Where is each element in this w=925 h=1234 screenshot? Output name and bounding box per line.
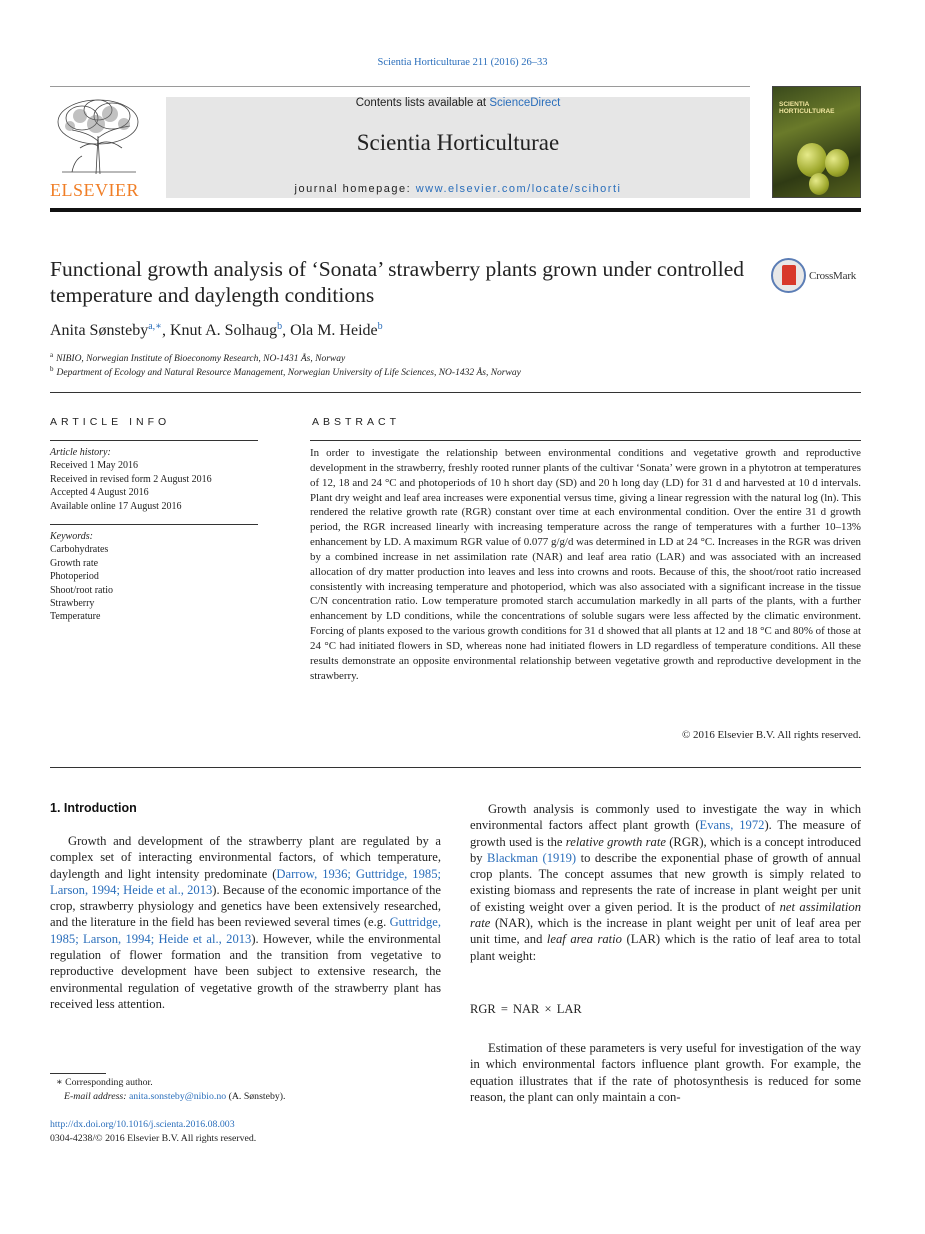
text-run: ). Because of the economic importance of the crop, strawberry physiology and genetics have been extensively researched, and the literature in the field has been reviewed several times (e.g.: [50, 882, 441, 930]
term-italic: net assimilation rate: [470, 899, 861, 931]
contents-line: [166, 97, 750, 109]
author-name[interactable]: Anita Sønsteby: [50, 322, 149, 339]
abstract-rule: [310, 440, 861, 441]
article-info-rule: [50, 440, 258, 441]
email-link[interactable]: anita.sonsteby@nibio.no: [128, 1091, 227, 1102]
article-history: [50, 446, 258, 513]
cover-fruit-3: [809, 173, 829, 195]
affiliation: [50, 351, 345, 364]
affiliation-text: NIBIO, Norwegian Institute of Bioeconomy Research, NO-1431 Ås, Norway: [56, 354, 346, 364]
header-rule: [50, 208, 861, 212]
body-column-right-continued: [470, 1040, 861, 1105]
affiliation-mark: a: [50, 351, 54, 359]
journal-banner: [166, 97, 750, 198]
citation-link[interactable]: Blackman (1919): [487, 850, 577, 865]
text-run: (LAR) which is the ratio of leaf area to total plant weight:: [470, 932, 861, 963]
email-suffix: (A. Sønsteby).: [226, 1091, 286, 1102]
homepage-link[interactable]: www.elsevier.com/locate/scihorti: [415, 183, 622, 195]
elsevier-wordmark: ELSEVIER: [50, 180, 139, 200]
author-name[interactable]: Ola M. Heide: [290, 322, 378, 339]
section-heading: 1. Introduction: [50, 801, 137, 815]
keyword: Strawberry: [50, 598, 95, 610]
citation-link[interactable]: Guttridge, 1985; Larson, 1994; Heide et al., 2013: [50, 915, 441, 946]
abstract-heading: ABSTRACT: [312, 416, 401, 428]
history-item: Received in revised form 2 August 2016: [50, 473, 212, 485]
keyword: Carbohydrates: [50, 544, 109, 556]
journal-homepage: [166, 183, 750, 195]
email-label: E-mail address:: [64, 1091, 129, 1102]
keyword: Shoot/root ratio: [50, 584, 114, 596]
elsevier-logo[interactable]: [50, 86, 150, 198]
history-item: Received 1 May 2016: [50, 460, 139, 472]
paragraph: [50, 833, 441, 1012]
elsevier-tree-icon: [52, 96, 144, 176]
body-column-right: [470, 801, 861, 964]
text-run: (RGR), which is a concept introduced by: [470, 834, 861, 865]
author-separator: ,: [161, 322, 170, 339]
author-name[interactable]: Knut A. Solhaug: [169, 322, 278, 339]
crossmark-badge[interactable]: [771, 258, 863, 294]
article-title: Functional growth analysis of ‘Sonata’ strawberry plants grown under controlled temperature and daylength conditions: [50, 257, 745, 307]
history-item: Available online 17 August 2016: [50, 500, 182, 512]
journal-reference[interactable]: Scientia Horticulturae 211 (2016) 26–33: [377, 57, 548, 68]
journal-header: [50, 86, 861, 198]
text-run: Growth and development of the strawberry plant are regulated by a complex set of interacting environmental factors, of which temperature, daylength and light intensity predominate (: [50, 834, 441, 881]
affiliation-mark: b: [50, 365, 54, 373]
affiliation: [50, 365, 521, 378]
keyword: Growth rate: [50, 557, 99, 569]
keywords-rule: [50, 524, 258, 525]
paragraph: [470, 1040, 861, 1105]
crossmark-icon: [771, 258, 806, 293]
history-item: Accepted 4 August 2016: [50, 487, 149, 499]
cover-fruit-2: [825, 149, 849, 177]
footnote-corresponding: ∗ Corresponding author.: [56, 1077, 153, 1088]
crossmark-label: CrossMark: [809, 270, 857, 282]
doi-link[interactable]: [50, 1119, 235, 1130]
issn-line: 0304-4238/© 2016 Elsevier B.V. All rights reserved.: [50, 1133, 257, 1144]
citation-link[interactable]: Darrow, 1936; Guttridge, 1985; Larson, 1994; Heide et al., 2013: [50, 866, 441, 897]
footnote-email: [64, 1091, 285, 1102]
equation: RGR = NAR × LAR: [470, 1002, 582, 1016]
article-info-heading: ARTICLE INFO: [50, 416, 171, 428]
author-list: [50, 321, 383, 340]
history-label: Article history:: [50, 447, 111, 458]
abstract-text: In order to investigate the relationship between environmental conditions and vegetative growth and reproductive development in the strawberry, freshly rooted runner plants of the cultivar ‘Sonata’ were grown in a phytotron at temperatures of 12, 18 and 24 °C and photoperiods of 10 h short day (SD) and 20 h long day (LD) for 31 d and harvested at 10 d intervals. Plant dry weight and leaf area increases were exponential versus time, giving a linear regression with the natural log (ln). This rendered the relative growth rate (RGR) constant over time at each environmental condition. Over the entire 31 d growth period, the RGR increased linearly with increasing temperature across the range of temperatures with a further 10–13% enhancement by LD. A maximum RGR value of 0.077 g/g/d was determined in LD at 24 °C. Increases in the RGR was driven by a combined increase in net assimilation rate (NAR) and leaf area ratio (LAR) and was associated with an increased allocation of dry matter production into leaves and less into crowns and roots. Because of this, the shoot/root ratio increased consistently with increasing temperature and photoperiod, which was also associated with a significant increase in the tissue C/N concentration ratio. Low temperature promoted starch accumulation markedly in all parts of the plants, with a further enhancement by LD conditions, while the concentrations of soluble sugars were less affected by the climatic environment. Forcing of plants exposed to the various growth conditions for 31 d showed that all plants at 12 and 18 °C and 80% of those at 24 °C had initiated flowers in SD, whereas none had initiated flowers in LD regardless of temperature conditions. All these results demonstrate an opposite environmental relationship between vegetative growth and reproductive development in the strawberry.: [310, 447, 861, 682]
affiliation-text: Department of Ecology and Natural Resource Management, Norwegian University of Life Sciences, NO-1432 Ås, Norway: [56, 368, 521, 378]
contents-prefix: Contents lists available at: [355, 97, 490, 109]
author-affiliation-mark[interactable]: a,∗: [148, 321, 162, 332]
text-run: Growth analysis is commonly used to investigate the way in which environmental factors affect plant growth (: [470, 802, 861, 833]
paragraph: [470, 801, 861, 964]
citation-link[interactable]: Evans, 1972: [699, 818, 765, 833]
homepage-prefix: journal homepage:: [294, 183, 416, 195]
text-run: ). However, while the environmental regulation of flower formation and the transition from vegetative to reproductive development have been subject to extensive research, the environmental regulation of vegetative growth of the strawberry plant has received less attention.: [50, 931, 441, 1011]
body-rule: [50, 767, 861, 768]
keywords-label: Keywords:: [50, 531, 93, 542]
section-rule: [50, 392, 861, 393]
footnote-rule: [50, 1073, 106, 1074]
author-separator: ,: [282, 322, 291, 339]
text-run: Estimation of these parameters is very useful for investigation of the way in which environmental factors influence plant growth. For example, the equation illustrates that if the rate of photosynthesis is reduced for some reason, the plant can only maintain a con-: [470, 1041, 861, 1104]
text-run: to describe the exponential phase of growth of annual crop plants. The concept assumes that new growth is simply related to existing biomass and represents the rate of increase in plant weight per unit of existing weight over a given period. It is the product of: [470, 850, 861, 914]
cover-fruit-1: [797, 143, 827, 177]
term-italic: leaf area ratio: [546, 932, 622, 947]
abstract-copyright: © 2016 Elsevier B.V. All rights reserved.: [682, 729, 861, 741]
keyword: Temperature: [50, 611, 101, 623]
term-italic: relative growth rate: [565, 834, 666, 849]
journal-cover-image[interactable]: [772, 86, 861, 198]
text-run: (NAR), which is the increase in plant weight per unit of leaf area per unit time, and: [470, 916, 861, 947]
doi-text[interactable]: http://dx.doi.org/10.1016/j.scienta.2016.08.003: [50, 1119, 235, 1130]
text-run: ). The measure of growth used is the: [470, 818, 861, 849]
cover-title: SCIENTIA HORTICULTURAE: [779, 101, 835, 116]
sciencedirect-link[interactable]: ScienceDirect: [489, 97, 561, 109]
author-affiliation-mark[interactable]: b: [277, 321, 283, 332]
journal-name: Scientia Horticulturae: [356, 130, 560, 155]
author-affiliation-mark[interactable]: b: [377, 321, 383, 332]
body-column-left: [50, 833, 441, 1012]
keyword: Photoperiod: [50, 571, 99, 583]
keywords-list: [50, 530, 258, 624]
header-top-rule: [50, 86, 750, 87]
